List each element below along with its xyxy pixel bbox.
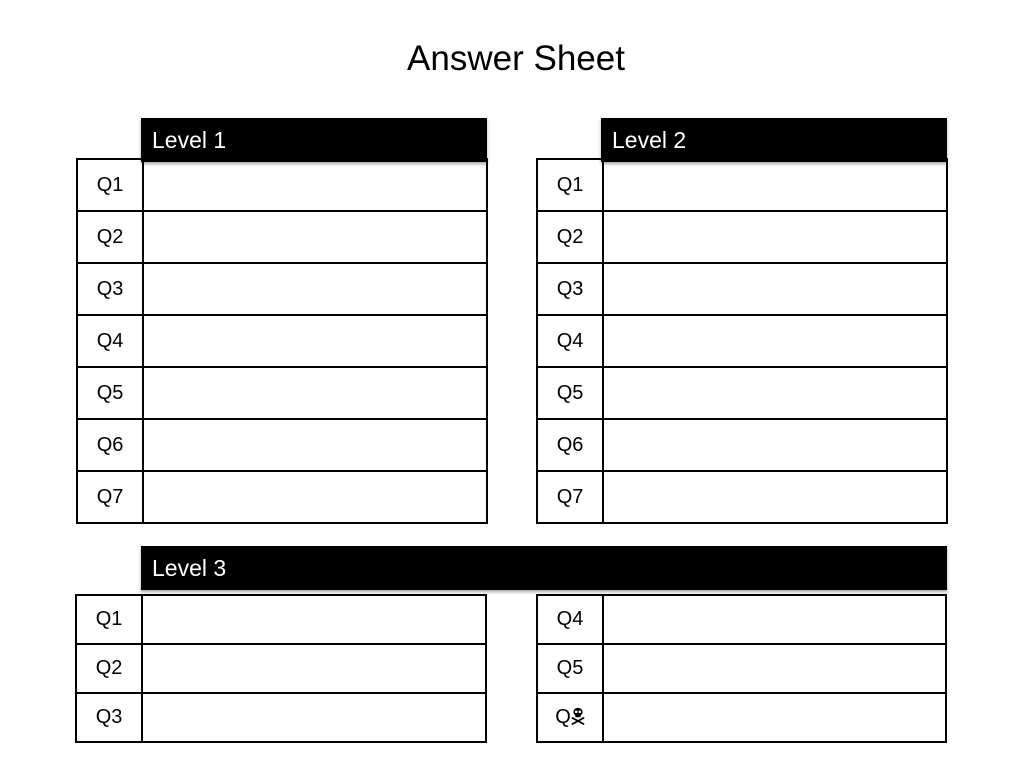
table-row — [537, 595, 946, 644]
answer-cell[interactable] — [603, 644, 946, 693]
answer-cell[interactable] — [143, 471, 487, 523]
question-label: Q5 — [77, 367, 143, 419]
table-row — [537, 263, 947, 315]
question-label: Q1 — [76, 595, 142, 644]
answer-cell[interactable] — [143, 315, 487, 367]
question-label: Q3 — [537, 263, 603, 315]
table-row — [537, 471, 947, 523]
answer-cell[interactable] — [603, 159, 947, 211]
table-row — [537, 419, 947, 471]
table-row — [76, 595, 486, 644]
table-row — [77, 211, 487, 263]
question-label: Q2 — [77, 211, 143, 263]
table-row — [76, 693, 486, 742]
table-row — [537, 315, 947, 367]
table-row — [537, 211, 947, 263]
table-row — [77, 159, 487, 211]
question-label-text: Q — [555, 706, 571, 728]
question-label: Q4 — [537, 315, 603, 367]
level-1-header: Level 1 — [141, 118, 487, 162]
question-label: Q5 — [537, 367, 603, 419]
table-row — [77, 367, 487, 419]
table-row — [537, 693, 946, 742]
level-2-table — [536, 158, 948, 524]
answer-cell[interactable] — [142, 693, 486, 742]
question-label-secret — [537, 693, 603, 742]
question-label: Q2 — [76, 644, 142, 693]
table-row — [77, 419, 487, 471]
answer-cell[interactable] — [603, 419, 947, 471]
question-label: Q1 — [537, 159, 603, 211]
question-label: Q3 — [77, 263, 143, 315]
question-label: Q6 — [77, 419, 143, 471]
answer-cell[interactable] — [142, 595, 486, 644]
table-row — [77, 315, 487, 367]
question-label: Q4 — [537, 595, 603, 644]
answer-cell[interactable] — [143, 419, 487, 471]
question-label: Q7 — [537, 471, 603, 523]
question-label: Q1 — [77, 159, 143, 211]
answer-cell[interactable] — [143, 367, 487, 419]
level-3-left-table — [75, 594, 487, 743]
level-1-table — [76, 158, 488, 524]
table-row — [537, 644, 946, 693]
answer-cell[interactable] — [603, 315, 947, 367]
table-row — [537, 159, 947, 211]
question-label: Q5 — [537, 644, 603, 693]
level-3-right-table — [536, 594, 947, 743]
answer-cell[interactable] — [603, 595, 946, 644]
skull-and-crossbones-icon — [571, 707, 585, 725]
answer-cell[interactable] — [603, 693, 946, 742]
question-label: Q3 — [76, 693, 142, 742]
question-label: Q2 — [537, 211, 603, 263]
level-2-header: Level 2 — [601, 118, 947, 162]
table-row — [76, 644, 486, 693]
answer-cell[interactable] — [143, 159, 487, 211]
answer-cell[interactable] — [603, 211, 947, 263]
answer-cell[interactable] — [142, 644, 486, 693]
answer-cell[interactable] — [143, 263, 487, 315]
answer-cell[interactable] — [143, 211, 487, 263]
table-row — [537, 367, 947, 419]
table-row — [77, 263, 487, 315]
level-3-header: Level 3 — [141, 546, 947, 590]
question-label: Q6 — [537, 419, 603, 471]
answer-cell[interactable] — [603, 367, 947, 419]
question-label: Q7 — [77, 471, 143, 523]
page-title: Answer Sheet — [407, 39, 625, 78]
answer-cell[interactable] — [603, 471, 947, 523]
question-label: Q4 — [77, 315, 143, 367]
answer-cell[interactable] — [603, 263, 947, 315]
table-row — [77, 471, 487, 523]
